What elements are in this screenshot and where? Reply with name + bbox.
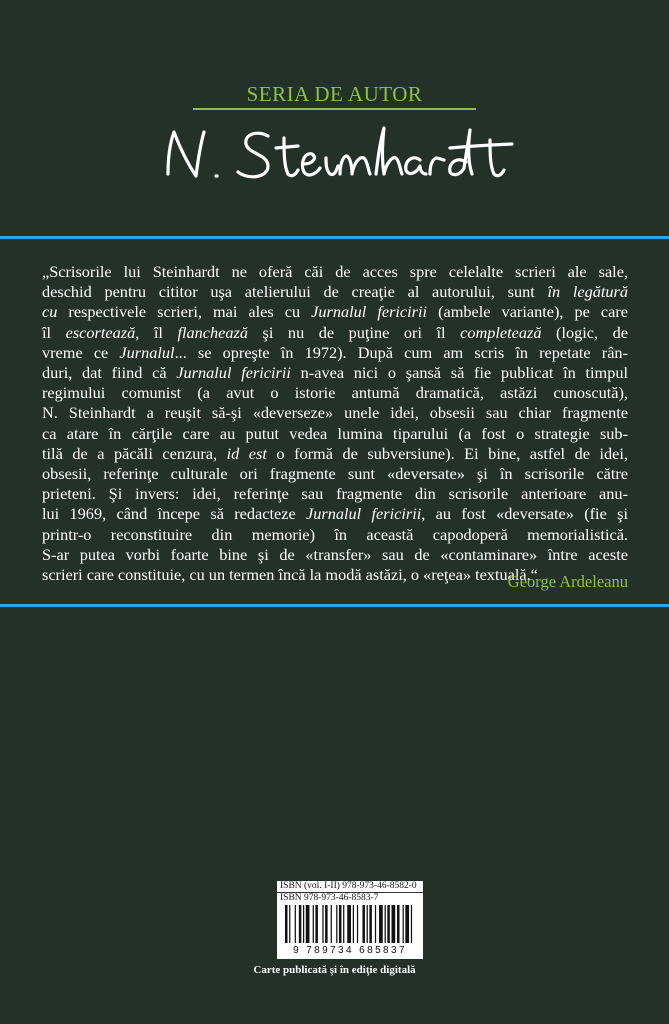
blurb-line: cu respectivele scrieri, mai ales cu Jurnalul fericirii (ambele variante), pe care <box>42 302 629 322</box>
isbn-block <box>277 881 423 959</box>
blurb-line: „Scrisorile lui Steinhardt ne oferă căi de acces spre celelalte scrieri ale sale, <box>42 262 628 281</box>
series-divider <box>193 108 476 110</box>
blurb-line: scrieri care constituie, cu un termen încă la modă astăzi, o «reţea» textuală.“ <box>42 565 538 585</box>
blurb-author: George Ardeleanu <box>507 572 628 591</box>
isbn-set-line: ISBN (vol. I-II) 978-973-46-8582-0 <box>280 881 417 891</box>
blurb-line: îl escortează, îl flanchează şi nu de puţine ori îl completează (logic, de <box>42 322 628 342</box>
blurb-line: vreme ce Jurnalul... se opreşte în 1972). După cum am scris în repetate rân- <box>42 342 628 362</box>
blurb-line: deschid pentru cititor uşa atelierului de creaţie al autorului, sunt în legătură <box>42 282 628 302</box>
author-signature <box>150 118 520 198</box>
blurb-line: regimului comunist (a avut o istorie antumă dramatică, astăzi cunoscută), <box>42 383 628 403</box>
blurb-line: prieteni. Şi invers: idei, referinţe sau fragmente din scrisorile anterioare anu- <box>42 484 628 504</box>
blurb-line: duri, dat fiind că Jurnalul fericirii n-avea nici o şansă să fie publicat în timpul <box>42 363 629 383</box>
digital-edition-note: Carte publicată şi în ediţie digitală <box>253 964 416 976</box>
blurb-line: ca atare în cărţile care au putut vedea lumina tiparului (a fost o strategie sub- <box>42 423 628 443</box>
bottom-blue-divider <box>0 604 669 607</box>
series-title: SERIA DE AUTOR <box>246 82 423 106</box>
back-cover-blurb <box>42 262 628 585</box>
barcode-image <box>283 905 417 947</box>
barcode-digits: 9 789734 685837 <box>293 945 407 956</box>
blurb-line: N. Steinhardt a reuşit să-şi «deverseze» unele idei, obsesii sau chiar fragmente <box>42 403 628 423</box>
blurb-line: printr-o reconstituire din memorie) în această capodoperă memorialistică. <box>42 524 628 544</box>
blurb-line: obsesii, referinţe culturale ori fragmente sunt «deversate» şi în scrisorile către <box>42 464 628 484</box>
blurb-line: lui 1969, când începe să redacteze Jurnalul fericirii, au fost «deversate» (fie şi <box>42 504 628 524</box>
top-blue-divider <box>0 236 669 239</box>
isbn-volume-line: ISBN 978-973-46-8583-7 <box>277 892 423 904</box>
blurb-line: S-ar putea vorbi foarte bine şi de «transfer» sau de «contaminare» între aceste <box>42 544 628 564</box>
blurb-line: tilă de a păcăli cenzura, id est o formă de subversiune). Ei bine, astfel de idei, <box>42 443 628 463</box>
